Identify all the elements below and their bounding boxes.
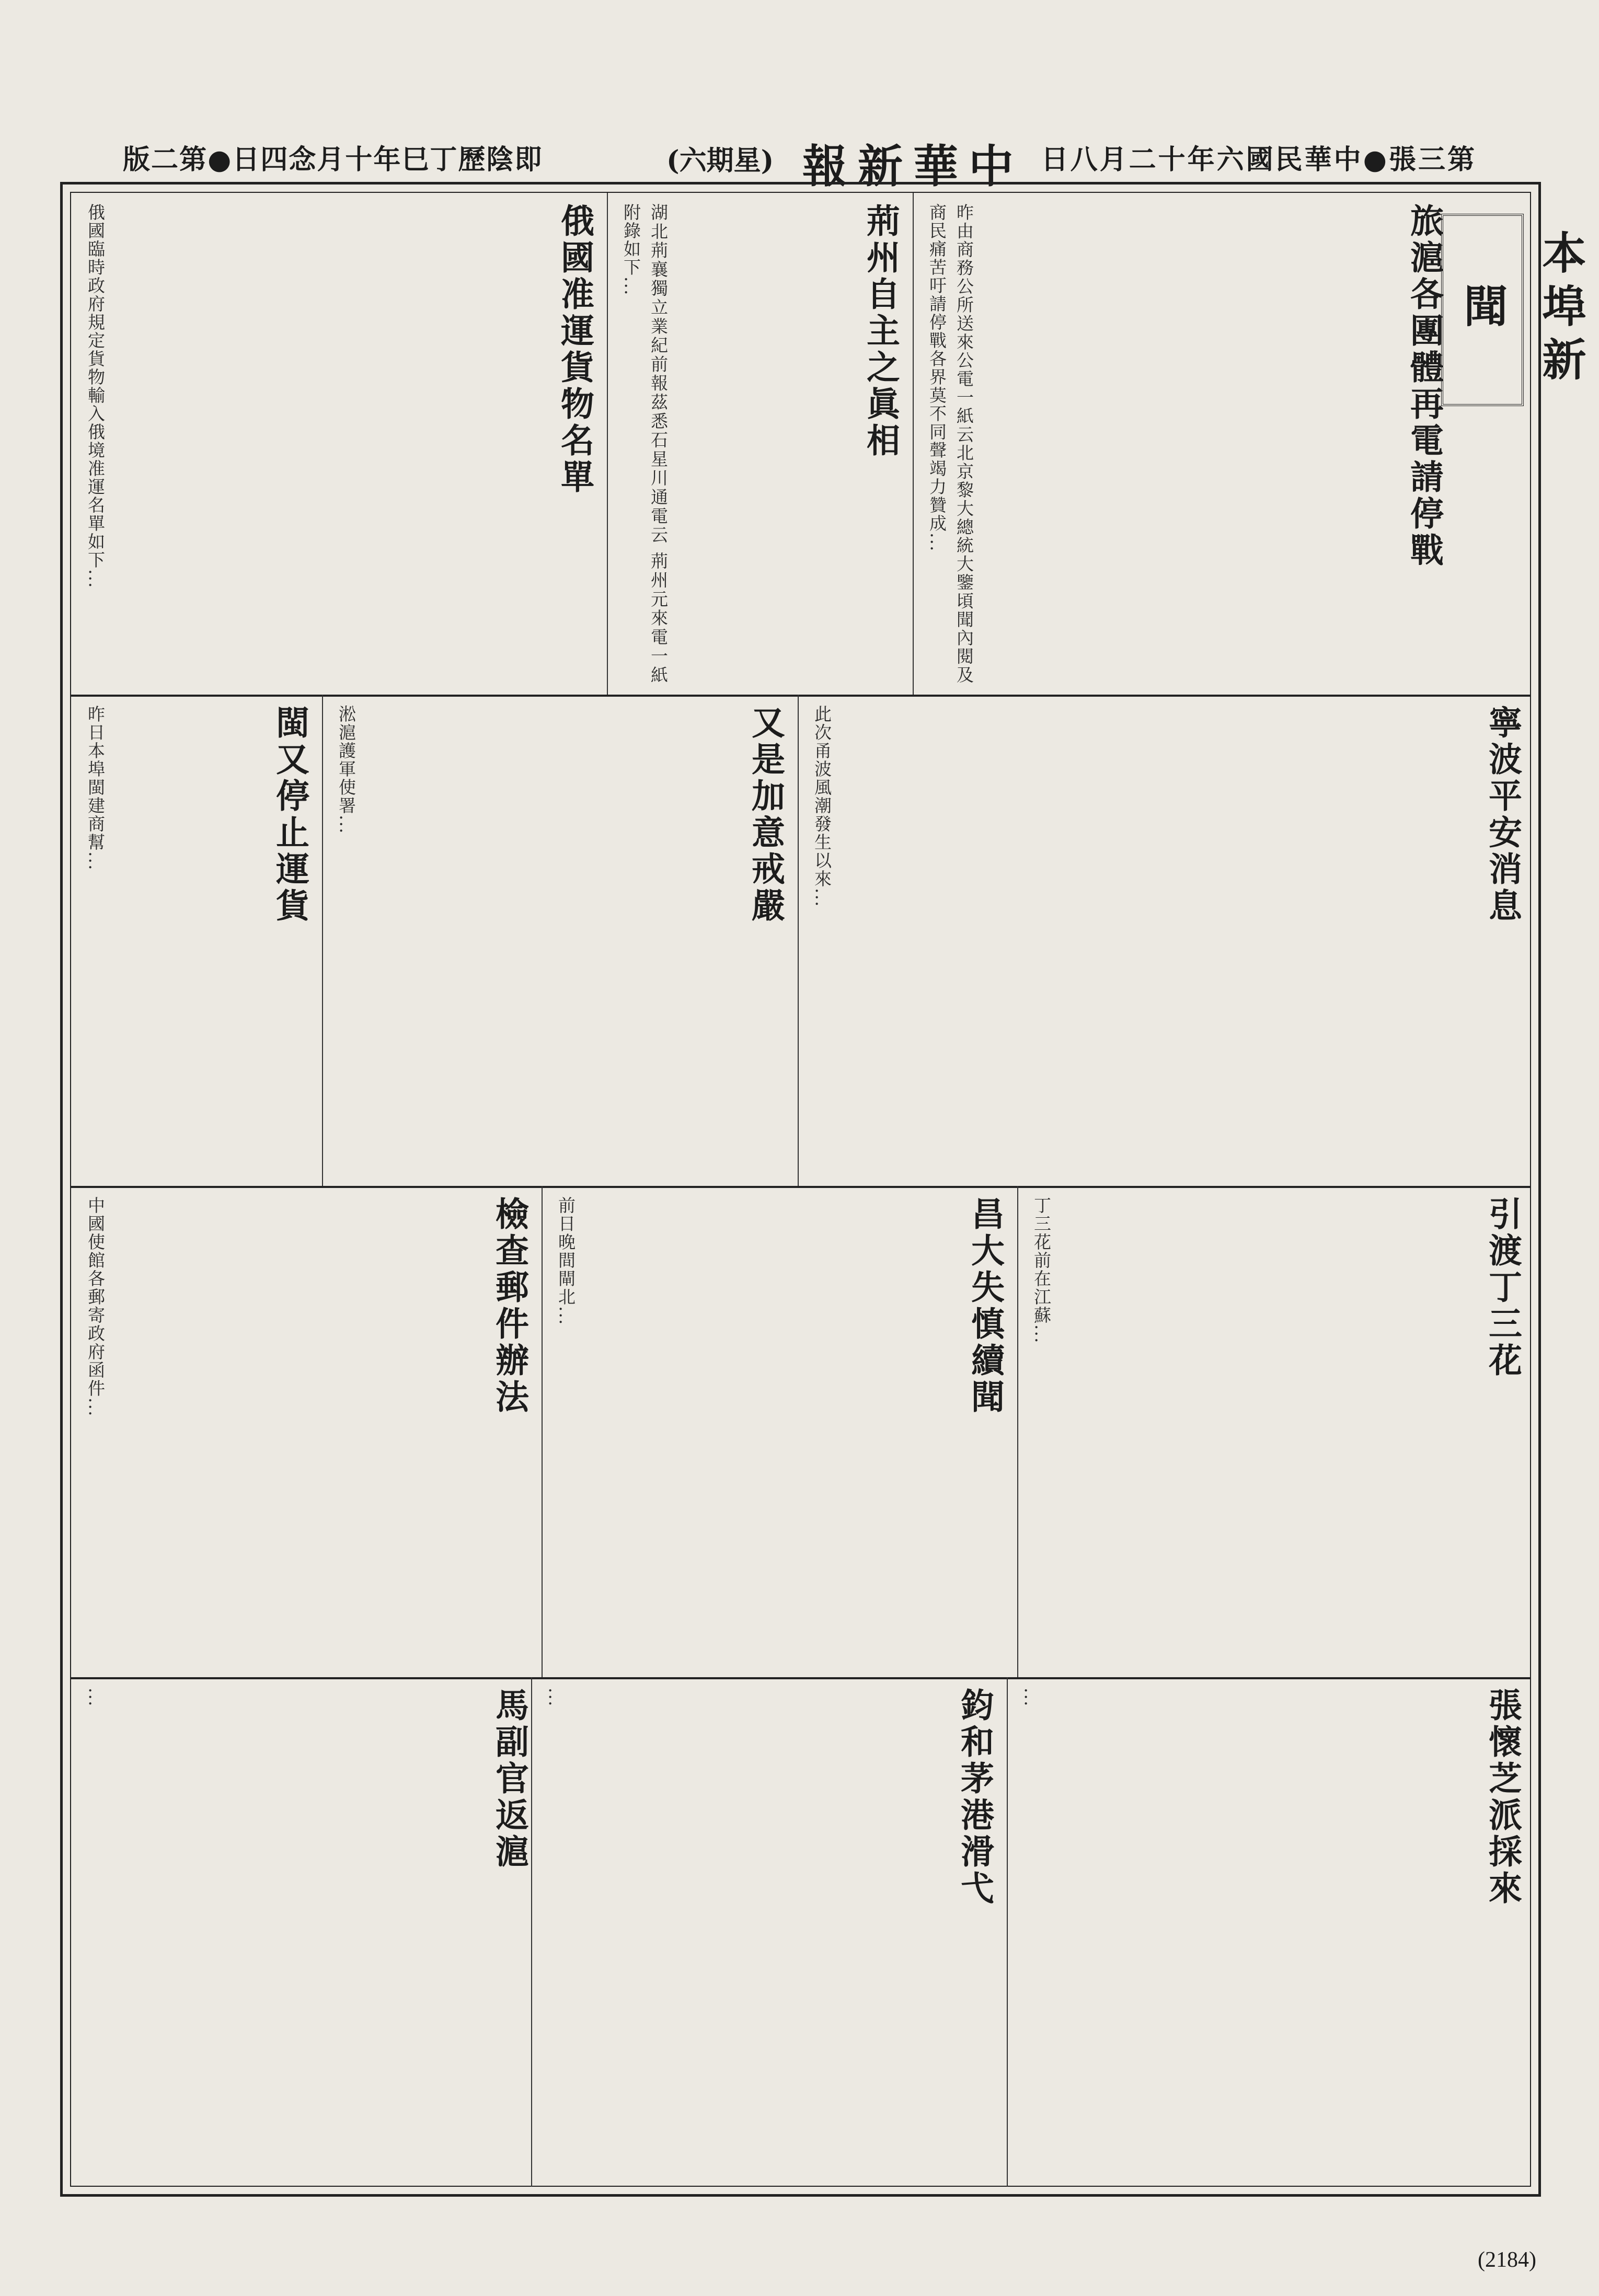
tier-divider-2 <box>71 1186 1530 1188</box>
article-headline: 昌大失慎續聞 <box>965 1196 1005 1416</box>
masthead-left: 版二第●日四念月十年巳丁歷陰即 <box>123 144 543 176</box>
article-headline: 又是加意戒嚴 <box>746 705 785 925</box>
article-headline: 張懷芝派採來 <box>1483 1688 1522 1907</box>
article-body: 淞滬護軍使署... <box>336 705 356 835</box>
column-divider <box>913 193 914 695</box>
tier-divider-1 <box>71 695 1530 697</box>
article <box>923 203 1446 684</box>
frame-inner <box>70 192 1587 2187</box>
masthead-right: 日八月二十年六國民華中●張三第 <box>1041 144 1477 176</box>
page-frame <box>60 182 1587 2197</box>
article-headline: 閩又停止運貨 <box>270 705 309 925</box>
article <box>82 705 312 1175</box>
article-body: ... <box>1021 1688 1041 1707</box>
article <box>1028 1196 1524 1667</box>
column-divider <box>1007 1677 1008 2187</box>
article-body: 湖北荊襄獨立業紀前報茲悉石星川通電云 荊州元來電一紙附錄如下... <box>621 203 669 684</box>
article-headline: 荊州自主之眞相 <box>861 203 900 459</box>
article <box>82 203 596 684</box>
page-number: (2184) <box>1478 2248 1536 2272</box>
article-headline: 馬副官返滬 <box>490 1688 529 1871</box>
masthead <box>123 133 1477 193</box>
article-body: 昨日本埠閩建商幫... <box>85 705 106 871</box>
article <box>617 203 902 684</box>
article-body: 中國使館各郵寄政府函件... <box>85 1196 106 1417</box>
column-divider <box>1017 1186 1018 1677</box>
column-divider <box>531 1677 532 2187</box>
section-label <box>1441 214 1587 406</box>
tier-divider-3 <box>71 1677 1530 1679</box>
article <box>82 1688 531 2176</box>
article <box>808 705 1524 1175</box>
column-divider <box>798 695 799 1186</box>
article-headline: 俄國准運貨物名單 <box>555 203 594 496</box>
article <box>332 705 787 1175</box>
article-body: 此次甬波風潮發生以來... <box>812 705 832 908</box>
column-divider <box>607 193 608 695</box>
masthead-weekday: (六期星) <box>666 145 774 177</box>
article-body: 昨由商務公所送來公電一紙云北京黎大總統大鑒頃聞內閱及商民痛苦吁請停戰各界莫不同聲竭力贊成... <box>927 203 974 684</box>
masthead-title: 報新華中 <box>802 140 1024 193</box>
article <box>542 1688 996 2176</box>
column-divider <box>542 1186 543 1677</box>
article-headline: 引渡丁三花 <box>1483 1196 1522 1379</box>
article-body: 丁三花前在江蘇... <box>1031 1196 1052 1344</box>
article-body: 前日晚間閘北... <box>556 1196 576 1326</box>
article-body: ... <box>85 1688 106 1707</box>
article-headline: 旅滬各團體再電請停戰 <box>1405 203 1444 569</box>
article-body: ... <box>545 1688 566 1707</box>
article-headline: 寧波平安消息 <box>1483 705 1522 925</box>
article-headline: 鈞和茅港滑弋 <box>955 1688 994 1907</box>
article <box>1017 1688 1524 2176</box>
article-headline: 檢查郵件辦法 <box>490 1196 529 1416</box>
column-divider <box>322 695 323 1186</box>
section-label-text: 本埠新聞 <box>1457 230 1587 390</box>
article-body: 俄國臨時政府規定貨物輸入俄境准運名單如下... <box>85 203 106 589</box>
article <box>82 1196 531 1667</box>
article <box>552 1196 1007 1667</box>
